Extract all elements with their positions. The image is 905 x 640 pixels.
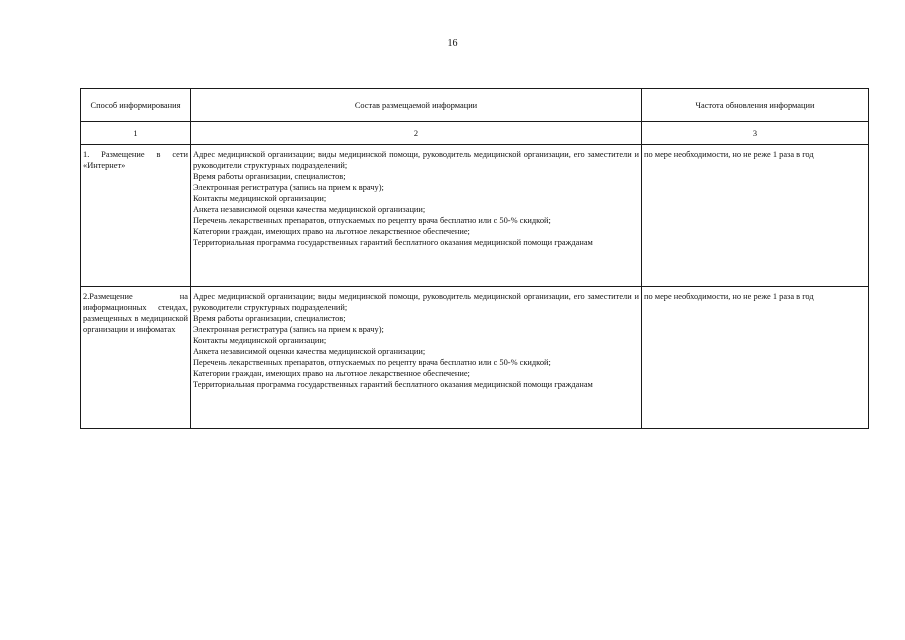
content-line: Территориальная программа государственных гарантий бесплатного оказания медицинской помощи гражданам: [193, 380, 593, 389]
content-line: Электронная регистратура (запись на прием к врачу);: [193, 325, 384, 334]
content-line: Адрес медицинской организации; виды медицинской помощи, руководитель медицинской организации, его заместители и руководители структурных подразделений;: [193, 292, 639, 312]
content-line: Время работы организации, специалистов;: [193, 172, 346, 181]
content-line: Контакты медицинской организации;: [193, 336, 327, 345]
content-line: Время работы организации, специалистов;: [193, 314, 346, 323]
content-cell: [191, 287, 642, 429]
column-number-row: [81, 122, 869, 145]
content-line: Анкета независимой оценки качества медицинской организации;: [193, 347, 426, 356]
column-number-1: 1: [81, 122, 191, 145]
frequency-cell: по мере необходимости, но не реже 1 раза в год: [642, 145, 869, 287]
content-line: Анкета независимой оценки качества медицинской организации;: [193, 205, 426, 214]
content-line: Категории граждан, имеющих право на льготное лекарственное обеспечение;: [193, 369, 470, 378]
column-number-2: 2: [191, 122, 642, 145]
table-header-row: [81, 89, 869, 122]
content-line: Перечень лекарственных препаратов, отпускаемых по рецепту врача бесплатно или с 50-% скидкой;: [193, 358, 551, 367]
content-line: Контакты медицинской организации;: [193, 194, 327, 203]
content-line: Перечень лекарственных препаратов, отпускаемых по рецепту врача бесплатно или с 50-% скидкой;: [193, 216, 551, 225]
header-frequency: Частота обновления информации: [642, 89, 869, 122]
content-line: Электронная регистратура (запись на прием к врачу);: [193, 183, 384, 192]
method-cell: 2.Размещение на информационных стендах, размещенных в медицинской организации и инфоматах: [81, 287, 191, 429]
content-line: Адрес медицинской организации; виды медицинской помощи, руководитель медицинской организации, его заместители и руководители структурных подразделений;: [193, 150, 639, 170]
content-line: Категории граждан, имеющих право на льготное лекарственное обеспечение;: [193, 227, 470, 236]
content-cell: [191, 145, 642, 287]
method-cell: 1. Размещение в сети «Интернет»: [81, 145, 191, 287]
table-row: [81, 287, 869, 429]
page-number: 16: [447, 38, 458, 49]
table-row: [81, 145, 869, 287]
content-line: Территориальная программа государственных гарантий бесплатного оказания медицинской помощи гражданам: [193, 238, 593, 247]
frequency-cell: по мере необходимости, но не реже 1 раза в год: [642, 287, 869, 429]
header-method: Способ информирования: [81, 89, 191, 122]
information-table: [80, 88, 869, 429]
header-content: Состав размещаемой информации: [191, 89, 642, 122]
column-number-3: 3: [642, 122, 869, 145]
